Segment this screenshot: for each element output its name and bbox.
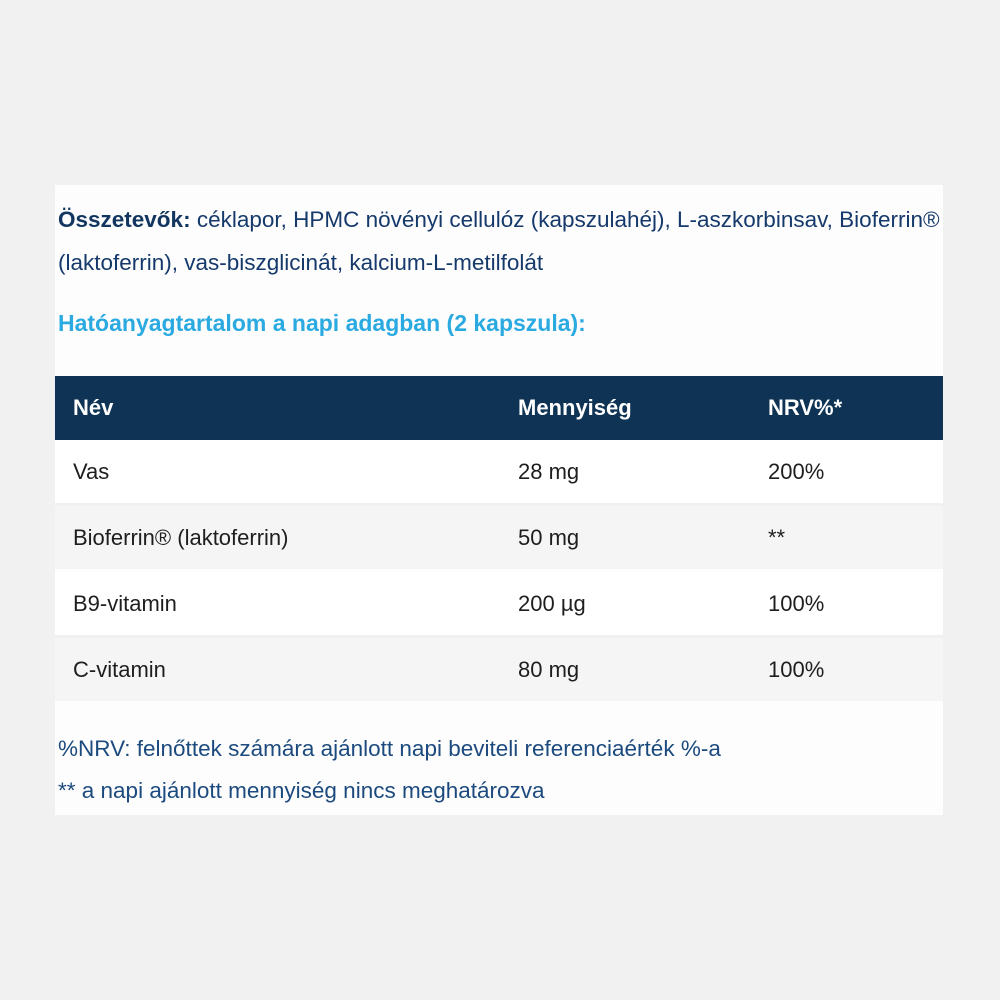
column-header-quantity: Mennyiség bbox=[518, 376, 768, 440]
cell-nrv: ** bbox=[768, 505, 943, 571]
table-header-row bbox=[55, 376, 943, 440]
section-heading: Hatóanyagtartalom a napi adagban (2 kapszula): bbox=[58, 310, 586, 336]
cell-name: Bioferrin® (laktoferrin) bbox=[55, 505, 518, 571]
column-header-nrv: NRV%* bbox=[768, 376, 943, 440]
cell-name: B9-vitamin bbox=[55, 571, 518, 637]
cell-quantity: 50 mg bbox=[518, 505, 768, 571]
ingredients-label: Összetevők: bbox=[58, 207, 191, 232]
table-row bbox=[55, 440, 943, 505]
footnote-nrv: %NRV: felnőttek számára ajánlott napi beviteli referenciaérték %-a bbox=[58, 736, 721, 761]
cell-quantity: 200 µg bbox=[518, 571, 768, 637]
nutrition-table-header bbox=[55, 376, 943, 440]
cell-quantity: 28 mg bbox=[518, 440, 768, 505]
cell-nrv: 200% bbox=[768, 440, 943, 505]
footnotes bbox=[58, 728, 943, 812]
cell-nrv: 100% bbox=[768, 637, 943, 702]
cell-nrv: 100% bbox=[768, 571, 943, 637]
footnote-asterisks: ** a napi ajánlott mennyiség nincs meghatározva bbox=[58, 778, 545, 803]
table-row bbox=[55, 505, 943, 571]
column-header-name: Név bbox=[55, 376, 518, 440]
nutrition-table bbox=[55, 376, 943, 701]
cell-name: Vas bbox=[55, 440, 518, 505]
cell-quantity: 80 mg bbox=[518, 637, 768, 702]
table-row bbox=[55, 637, 943, 702]
cell-name: C-vitamin bbox=[55, 637, 518, 702]
ingredients-text: céklapor, HPMC növényi cellulóz (kapszulahéj), L-aszkorbinsav, Bioferrin® (laktoferrin), vas-biszglicinát, kalcium-L-metilfolát bbox=[58, 207, 940, 275]
table-row bbox=[55, 571, 943, 637]
product-info-card bbox=[55, 185, 943, 815]
ingredients-paragraph bbox=[58, 198, 941, 284]
